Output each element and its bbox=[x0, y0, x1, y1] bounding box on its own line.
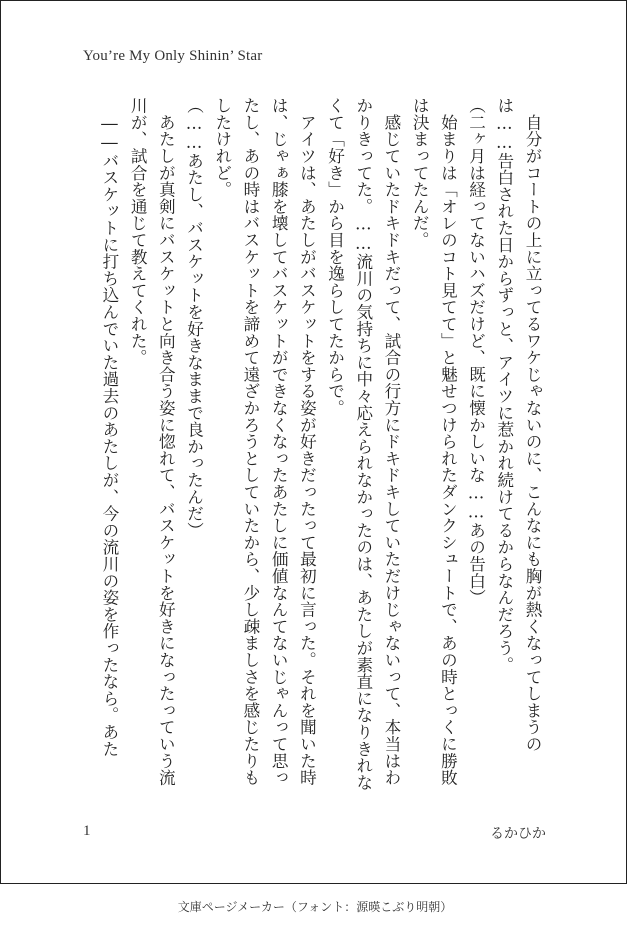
body-text bbox=[76, 97, 546, 797]
running-title: You’re My Only Shinin’ Star bbox=[83, 48, 263, 64]
paragraph: 始まりは「オレのコト見てて」と魅せつけられたダンクシュートで、あの時とっくに勝敗は決まってたんだ。 bbox=[410, 97, 458, 786]
paragraph: アイツは、あたしがバスケットをする姿が好きだったって最初に言った。それを聞いた時は、じゃぁ膝を壊してバスケットができなくなったあたしに価値なんてないじゃんって思ったし、あの時はバスケットを諦めて遠ざかろうとしていたから、少し疎ましさを感じたりもしたけれど。 bbox=[212, 97, 317, 786]
author-name: るかひか bbox=[490, 826, 546, 842]
paragraph: 感じていたドキドキだって、試合の行方にドキドキしていただけじゃないって、本当はわかりきってた。……流川の気持ちに中々応えられなかったのは、あたしが素直になりきれなくて「好き」から目を逸らしてたからで。 bbox=[325, 97, 401, 791]
paragraph: あたしが真剣にバスケットと向き合う姿に惚れて、バスケットを好きになったっていう流川が、試合を通じて教えてくれた。 bbox=[128, 97, 176, 786]
footer-credit: 文庫ページメーカー（フォント：源暎こぶり明朝） bbox=[177, 900, 453, 914]
paragraph: （……あたし、バスケットを好きなままで良かったんだ） bbox=[184, 97, 204, 539]
paragraph: ――バスケットに打ち込んでいた過去のあたしが、今の流川の姿を作ったなら。あた bbox=[99, 97, 119, 757]
paragraph: （二ヶ月は経ってないハズだけど、既に懐かしいな……あの告白） bbox=[466, 97, 486, 606]
page-number: 1 bbox=[83, 823, 91, 839]
paragraph: 自分がコートの上に立ってるワケじゃないのに、こんなにも胸が熱くなってしまうのは……告白された日からずっと、アイツに惹かれ続けてるからなんだろう。 bbox=[494, 97, 542, 753]
